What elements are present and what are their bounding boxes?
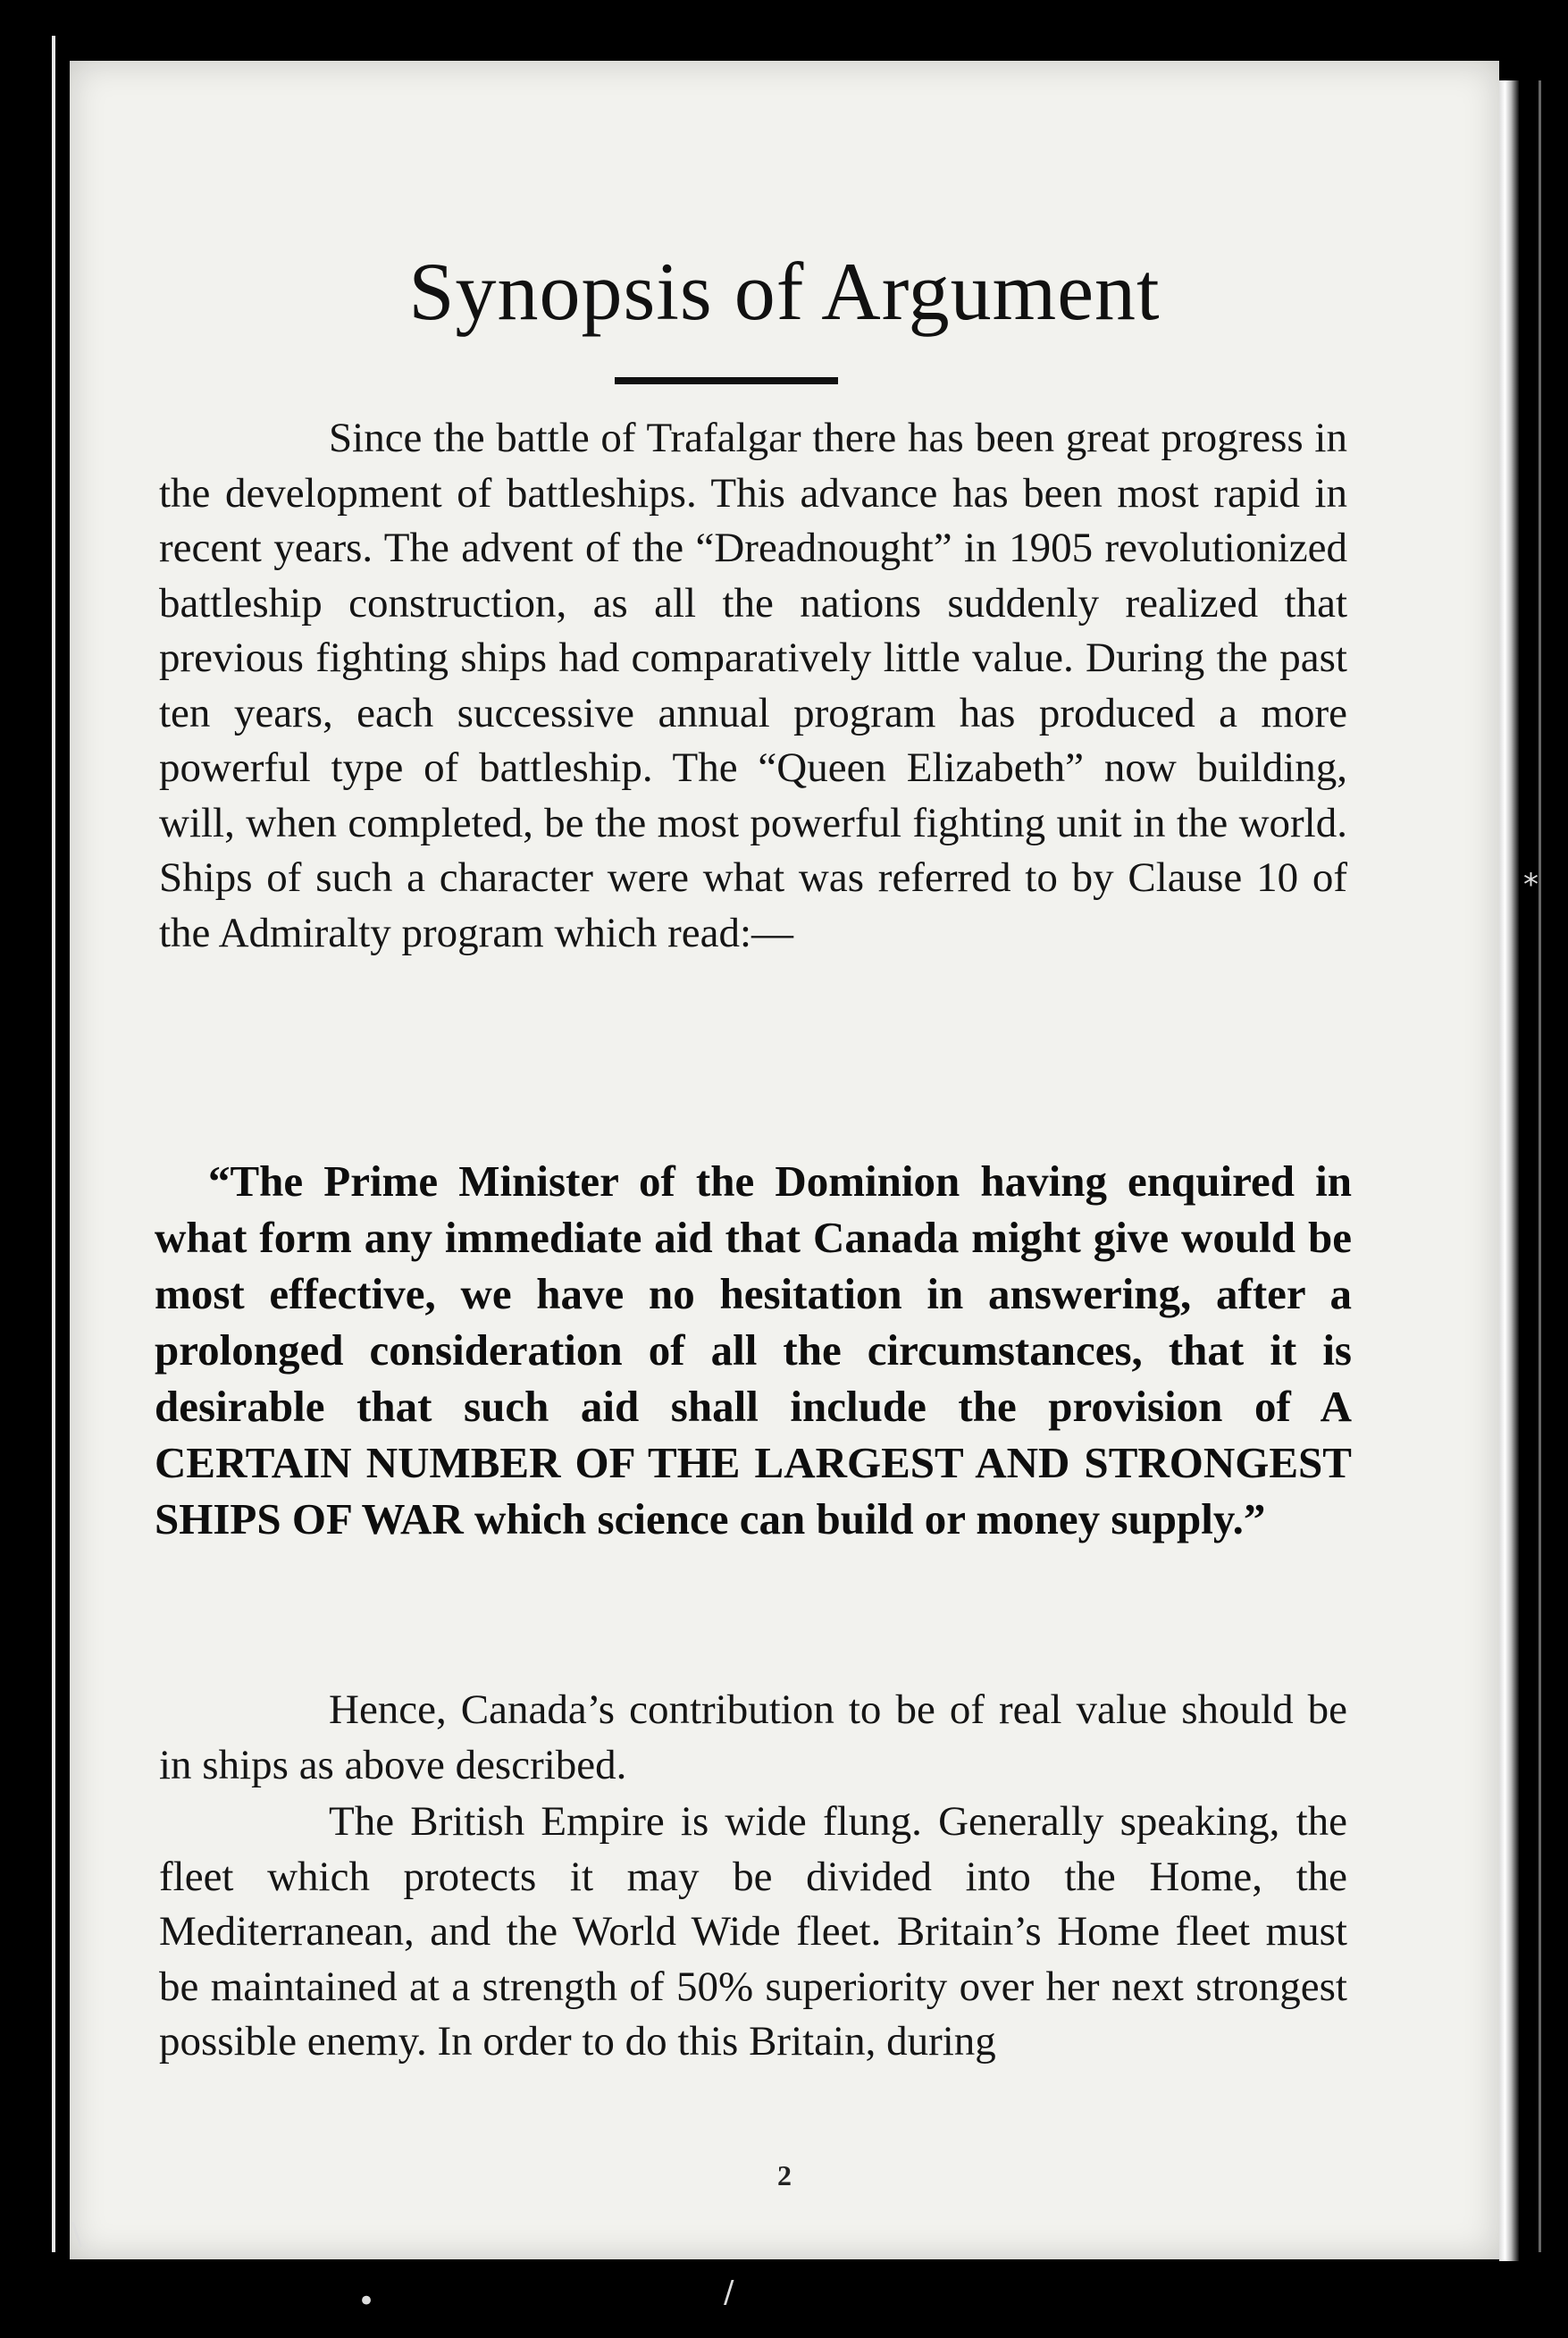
paragraph-contribution: Hence, Canada’s contribution to be of real value should be in ships as above described. [159, 1686, 1347, 1788]
page-edge [1499, 80, 1519, 2261]
admiralty-quote: “The Prime Minister of the Dominion having enquired in what form any immediate aid that Canada might give would be most effective, we have no hesitation in answering, after a prolonged consideration of all the circumstances, that it is desirable that such aid shall include the provision of A CERTAIN NUMBER OF THE LARGEST AND STRONGEST SHIPS OF WAR which science can build or money supply.” [155, 1156, 1352, 1543]
scan-speck: \ [71, 2216, 82, 2252]
paragraph-empire-fleets: The British Empire is wide flung. Generally speaking, the fleet which protects it may be divided into the Home, the Mediterranean, and the World Wide fleet. Britain’s Home fleet must be maintained at a strength of 50% superiority over her next strongest possible enemy. In order to do this Britain, during [159, 1798, 1347, 2065]
title-underline [615, 377, 838, 384]
paragraph-intro: Since the battle of Trafalgar there has been great progress in the development of battleships. This advance has been most rapid in recent years. The advent of the “Dreadnought” in 1905 revolutionized battleship construction, as all the nations suddenly realized that previous fighting ships had comparatively little value. During the past ten years, each successive annual program has produced a more powerful type of battleship. The “Queen Elizabeth” now building, will, when completed, be the most powerful fighting unit in the world. Ships of such a character were what was referred to by Clause 10 of the Admiralty program which read:— [159, 415, 1347, 956]
page-number: 2 [777, 2159, 792, 2191]
scan-margin-line-right [1539, 80, 1541, 2252]
scan-speck: • [357, 2283, 376, 2319]
page-title: Synopsis of Argument [408, 246, 1161, 337]
document-page [70, 61, 1499, 2259]
scan-speck: / [724, 2275, 734, 2310]
scan-speck: * [1523, 867, 1539, 903]
scan-margin-line [52, 36, 55, 2252]
